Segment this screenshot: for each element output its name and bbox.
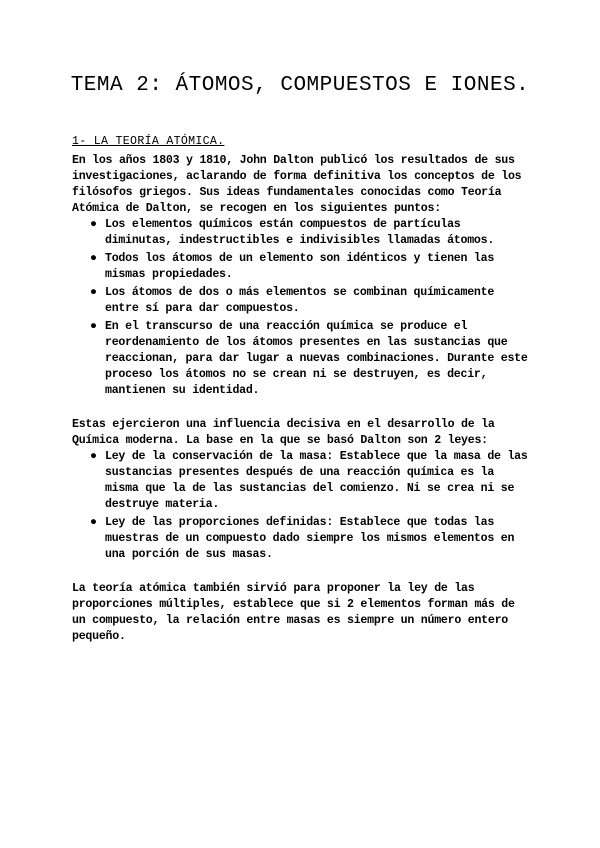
- list-item: [72, 449, 532, 513]
- laws-intro-paragraph: Estas ejercieron una influencia decisiva en el desarrollo de la Química moderna. La base en la que se basó Dalton son 2 leyes:: [72, 418, 495, 447]
- document-body: [72, 134, 532, 645]
- list-item-text: Ley de la conservación de la masa: Establece que la masa de las sustancias presentes después de una reacción química es la misma que la de las sustancias del comienzo. Ni se crea ni se destruye materia.: [105, 450, 528, 511]
- bullet-icon: ●: [90, 218, 97, 231]
- list-item: [72, 319, 532, 399]
- list-item: [72, 515, 532, 563]
- list-item: [72, 251, 532, 283]
- document-title: TEMA 2: ÁTOMOS, COMPUESTOS E IONES.: [70, 74, 530, 97]
- bullet-icon: ●: [90, 286, 97, 299]
- spacer: [72, 401, 532, 417]
- spacer: [72, 565, 532, 581]
- list-item: [72, 285, 532, 317]
- closing-paragraph: La teoría atómica también sirvió para proponer la ley de las proporciones múltiples, establece que si 2 elementos forman más de un compuesto, la relación entre masas es siempre un número entero pequeño.: [72, 582, 515, 643]
- list-item-text: Los elementos químicos están compuestos de partículas diminutas, indestructibles e indivisibles llamadas átomos.: [105, 218, 495, 247]
- list-item-text: Ley de las proporciones definidas: Establece que todas las muestras de un compuesto dado siempre los mismos elementos en una porción de sus masas.: [105, 516, 515, 561]
- bullet-icon: ●: [90, 450, 97, 463]
- dalton-points-list: [72, 217, 532, 399]
- bullet-icon: ●: [90, 516, 97, 529]
- list-item: [72, 217, 532, 249]
- list-item-text: Los átomos de dos o más elementos se combinan químicamente entre sí para dar compuestos.: [105, 286, 495, 315]
- bullet-icon: ●: [90, 320, 97, 333]
- intro-paragraph: En los años 1803 y 1810, John Dalton publicó los resultados de sus investigaciones, aclarando de forma definitiva los conceptos de los filósofos griegos. Sus ideas fundamentales conocidas como Teoría Atómica de Dalton, se recogen en los siguientes puntos:: [72, 154, 522, 215]
- list-item-text: Todos los átomos de un elemento son idénticos y tienen las mismas propiedades.: [105, 252, 495, 281]
- bullet-icon: ●: [90, 252, 97, 265]
- list-item-text: En el transcurso de una reacción química se produce el reordenamiento de los átomos presentes en las sustancias que reaccionan, para dar lugar a nuevas combinaciones. Durante este proceso los átomos no se crean ni se destruyen, es decir, mantienen su identidad.: [105, 320, 528, 397]
- section-heading: 1- LA TEORÍA ATÓMICA.: [72, 135, 225, 148]
- laws-list: [72, 449, 532, 563]
